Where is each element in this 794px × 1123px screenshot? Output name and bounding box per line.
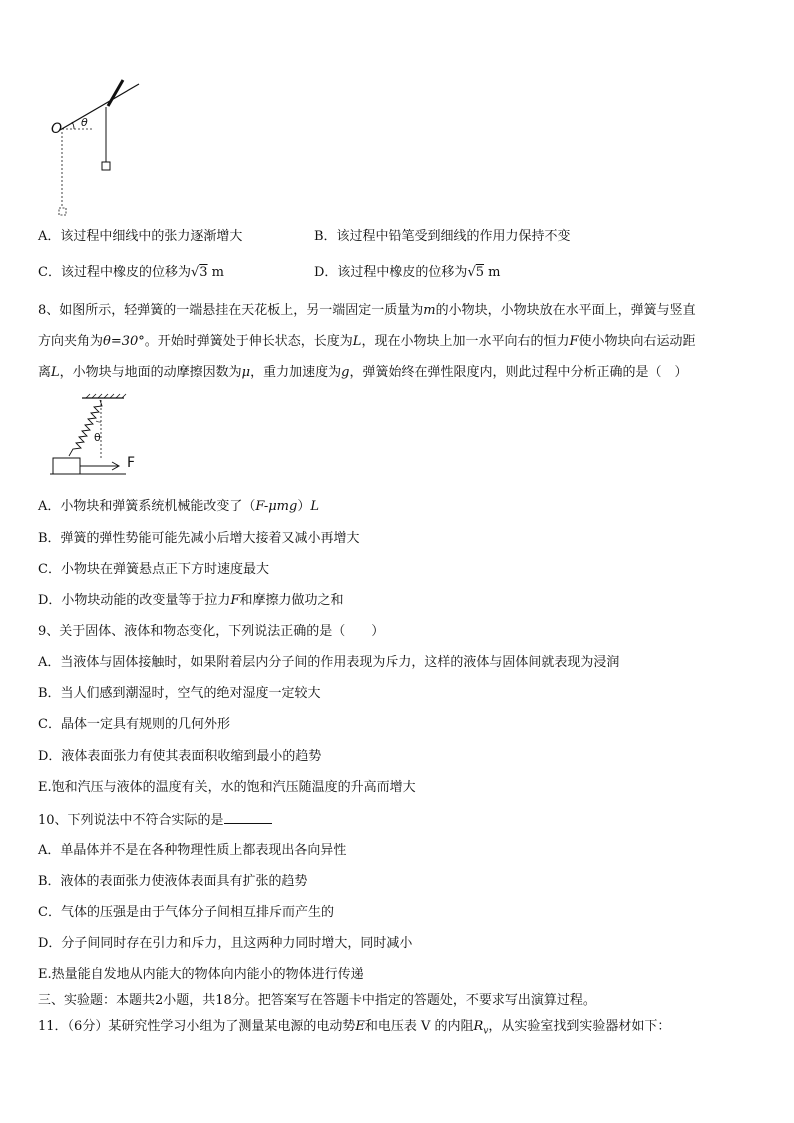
q8-stem-line3: 离L，小物块与地面的动摩擦因数为μ，重力加速度为g，弹簧始终在弹性限度内，则此过程中分析正确的是（ ） bbox=[38, 365, 688, 380]
q9-stem: 9、关于固体、液体和物态变化，下列说法正确的是（ ） bbox=[38, 624, 385, 639]
q7-option-a: A．该过程中细线中的张力逐渐增大 bbox=[38, 229, 243, 244]
sqrt-symbol: √5 bbox=[467, 265, 485, 280]
q9-option-e: E.饱和汽压与液体的温度有关，水的饱和汽压随温度的升高而增大 bbox=[38, 780, 416, 795]
q9-option-a: A．当液体与固体接触时，如果附着层内分子间的作用表现为斥力，这样的液体与固体间就表现为浸润 bbox=[38, 655, 620, 670]
spring-label-theta: θ bbox=[94, 431, 101, 444]
label-theta: θ bbox=[81, 116, 88, 129]
q9-option-d: D．液体表面张力有使其表面积收缩到最小的趋势 bbox=[38, 749, 322, 764]
q10-option-c: C．气体的压强是由于气体分子间相互排斥而产生的 bbox=[38, 905, 334, 920]
q7-option-c: C．该过程中橡皮的位移为√3 m bbox=[38, 265, 224, 280]
q7-option-c-text: C．该过程中橡皮的位移为 bbox=[38, 265, 191, 280]
q8-stem-line1: 8、如图所示，轻弹簧的一端悬挂在天花板上，另一端固定一质量为m的小物块，小物块放在水平面上，弹簧与竖直 bbox=[38, 303, 696, 318]
q10-option-d: D．分子间同时存在引力和斥力，且这两种力同时增大，同时减小 bbox=[38, 936, 413, 951]
q10-option-e: E.热量能自发地从内能大的物体向内能小的物体进行传递 bbox=[38, 967, 364, 982]
answer-blank bbox=[224, 811, 272, 824]
q8-option-d: D．小物块动能的改变量等于拉力F和摩擦力做功之和 bbox=[38, 593, 344, 608]
force-label-f: F bbox=[127, 455, 136, 471]
q10-option-b: B．液体的表面张力使液体表面具有扩张的趋势 bbox=[38, 874, 308, 889]
label-o: O bbox=[51, 121, 63, 137]
q9-option-c: C．晶体一定具有规则的几何外形 bbox=[38, 717, 230, 732]
pencil-string-figure bbox=[45, 76, 165, 226]
q9-option-b: B．当人们感到潮湿时，空气的绝对湿度一定较大 bbox=[38, 686, 321, 701]
q10-option-a: A．单晶体并不是在各种物理性质上都表现出各向异性 bbox=[38, 843, 347, 858]
q8-option-c: C．小物块在弹簧悬点正下方时速度最大 bbox=[38, 562, 269, 577]
section-3-heading: 三、实验题：本题共2小题，共18分。把答案写在答题卡中指定的答题处，不要求写出演算过程。 bbox=[38, 993, 596, 1008]
q7-option-d: D．该过程中橡皮的位移为√5 m bbox=[314, 265, 501, 280]
q8-option-b: B．弹簧的弹性势能可能先减小后增大接着又减小再增大 bbox=[38, 531, 360, 546]
q8-option-a: A．小物块和弹簧系统机械能改变了（F-μmg）L bbox=[38, 499, 319, 514]
q7-option-d-text: D．该过程中橡皮的位移为 bbox=[314, 265, 468, 280]
q10-stem: 10、下列说法中不符合实际的是 bbox=[38, 811, 272, 829]
sqrt-symbol: √3 bbox=[190, 265, 208, 280]
q11-stem: 11．（6分）某研究性学习小组为了测量某电源的电动势E和电压表 V 的内阻$R_v$，从实验室找到实验器材如下： bbox=[38, 1019, 671, 1037]
q7-option-b: B．该过程中铅笔受到细线的作用力保持不变 bbox=[314, 229, 571, 244]
q8-stem-line2: 方向夹角为θ=30°。开始时弹簧处于伸长状态，长度为L，现在小物块上加一水平向右的恒力F使小物块向右运动距 bbox=[38, 334, 696, 349]
spring-block-figure bbox=[50, 394, 170, 484]
